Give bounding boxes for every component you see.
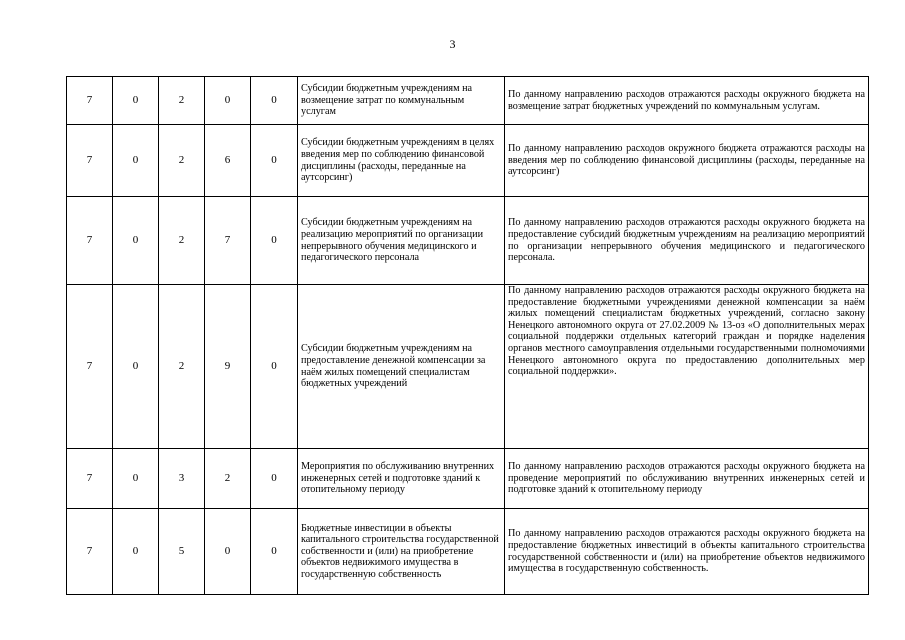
code-digit-2: 0 bbox=[113, 285, 159, 449]
code-digit-5: 0 bbox=[251, 509, 298, 595]
code-digit-1: 7 bbox=[67, 125, 113, 197]
code-digit-3: 5 bbox=[159, 509, 205, 595]
code-digit-2: 0 bbox=[113, 509, 159, 595]
code-digit-3: 2 bbox=[159, 197, 205, 285]
expense-name-cell: Бюджетные инвестиции в объекты капитального строительства государственной собственности и (или) на приобретение объектов недвижимого имущества в государственную собственность bbox=[298, 509, 505, 595]
expense-description-cell: По данному направлению расходов отражаются расходы окружного бюджета на предоставление бюджетными учреждениями денежной компенсации за наём жилых помещений специалистам бюджетных учреждений, согласно закону Ненецкого автономного округа от 27.02.2009 № 13-оз «О дополнительных мерах социальной поддержки отдельных категорий граждан и порядке наделения органов местного самоуправления отдельными государственными полномочиями Ненецкого автономного округа по предоставлению дополнительных мер социальной поддержки». bbox=[505, 285, 869, 449]
code-digit-1: 7 bbox=[67, 197, 113, 285]
code-digit-2: 0 bbox=[113, 197, 159, 285]
code-digit-3: 2 bbox=[159, 77, 205, 125]
code-digit-3: 2 bbox=[159, 125, 205, 197]
expense-description-cell: По данному направлению расходов отражаются расходы окружного бюджета на предоставление субсидий бюджетным учреждениям на реализацию мероприятий по организации непрерывного обучения медицинского и педагогического персонала. bbox=[505, 197, 869, 285]
code-digit-5: 0 bbox=[251, 125, 298, 197]
code-digit-4: 2 bbox=[205, 449, 251, 509]
expense-name-cell: Субсидии бюджетным учреждениям на возмещение затрат по коммунальным услугам bbox=[298, 77, 505, 125]
expense-name-cell: Субсидии бюджетным учреждениям на реализацию мероприятий по организации непрерывного обучения медицинского и педагогического персонала bbox=[298, 197, 505, 285]
expense-name-cell: Мероприятия по обслуживанию внутренних инженерных сетей и подготовке зданий к отопительному периоду bbox=[298, 449, 505, 509]
expense-description-cell: По данному направлению расходов окружного бюджета отражаются расходы на введения мер по соблюдению финансовой дисциплины (расходы, переданные на аутсорсинг) bbox=[505, 125, 869, 197]
expense-description-cell: По данному направлению расходов отражаются расходы окружного бюджета на предоставление бюджетных инвестиций в объекты капитального строительства государственной собственности и (или) на приобретение объектов недвижимого имущества в государственную собственность. bbox=[505, 509, 869, 595]
code-digit-4: 9 bbox=[205, 285, 251, 449]
code-digit-1: 7 bbox=[67, 77, 113, 125]
page-number: 3 bbox=[449, 37, 456, 51]
code-digit-3: 3 bbox=[159, 449, 205, 509]
code-digit-5: 0 bbox=[251, 285, 298, 449]
code-digit-1: 7 bbox=[67, 449, 113, 509]
expense-name-cell: Субсидии бюджетным учреждениям в целях введения мер по соблюдению финансовой дисциплины (расходы, переданные на аутсорсинг) bbox=[298, 125, 505, 197]
code-digit-5: 0 bbox=[251, 449, 298, 509]
code-digit-3: 2 bbox=[159, 285, 205, 449]
code-digit-2: 0 bbox=[113, 125, 159, 197]
code-digit-4: 0 bbox=[205, 509, 251, 595]
table-row bbox=[67, 285, 869, 449]
budget-classification-table bbox=[66, 76, 869, 595]
code-digit-5: 0 bbox=[251, 77, 298, 125]
code-digit-4: 7 bbox=[205, 197, 251, 285]
code-digit-2: 0 bbox=[113, 77, 159, 125]
code-digit-5: 0 bbox=[251, 197, 298, 285]
code-digit-4: 6 bbox=[205, 125, 251, 197]
table-row bbox=[67, 197, 869, 285]
code-digit-1: 7 bbox=[67, 285, 113, 449]
expense-name-cell: Субсидии бюджетным учреждениям на предоставление денежной компенсации за наём жилых помещений специалистам бюджетных учреждений bbox=[298, 285, 505, 449]
code-digit-1: 7 bbox=[67, 509, 113, 595]
table-row bbox=[67, 509, 869, 595]
table-row bbox=[67, 77, 869, 125]
table-row bbox=[67, 125, 869, 197]
code-digit-4: 0 bbox=[205, 77, 251, 125]
table-row bbox=[67, 449, 869, 509]
expense-description-cell: По данному направлению расходов отражаются расходы окружного бюджета на проведение мероприятий по обслуживанию внутренних инженерных сетей и подготовке зданий к отопительному периоду bbox=[505, 449, 869, 509]
code-digit-2: 0 bbox=[113, 449, 159, 509]
expense-description-cell: По данному направлению расходов отражаются расходы окружного бюджета на возмещение затрат бюджетных учреждений по коммунальным услугам. bbox=[505, 77, 869, 125]
